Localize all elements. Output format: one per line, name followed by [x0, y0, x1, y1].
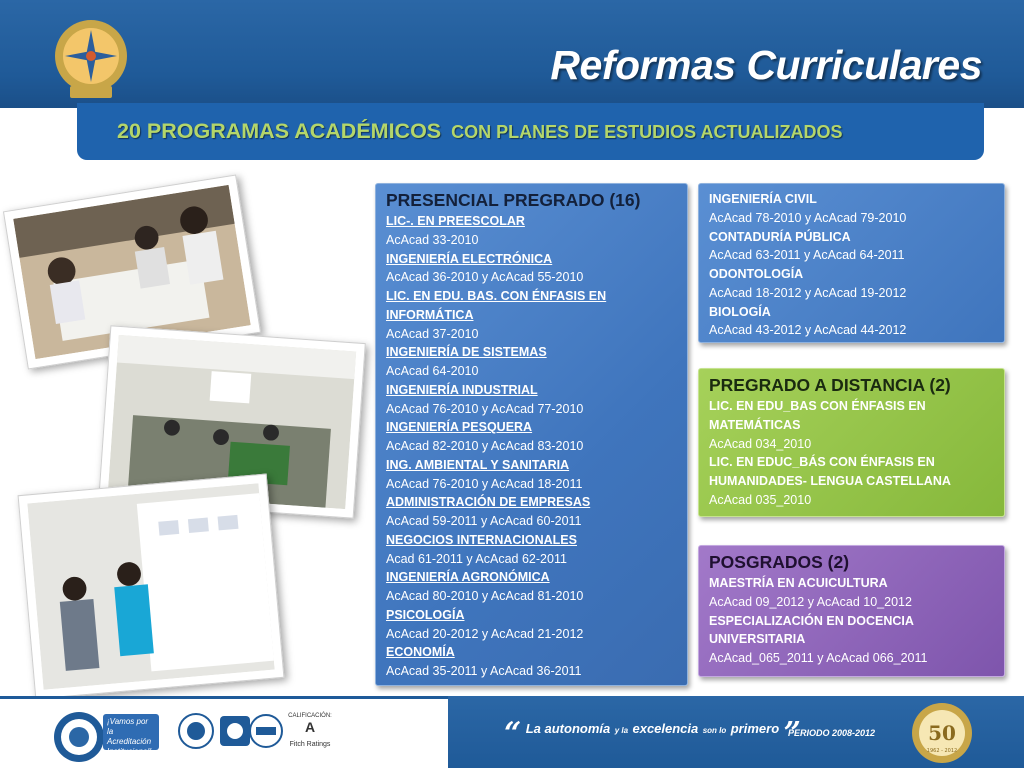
program-name: MATEMÁTICAS: [709, 417, 801, 432]
agreement-code: AcAcad 36-2010 y AcAcad 55-2010: [386, 270, 584, 285]
footer-slogan-band: [448, 696, 1024, 768]
iqnet-icon: [248, 713, 284, 749]
program-name: INGENIERÍA ELECTRÓNICA: [386, 251, 553, 266]
panel-pregrado-distancia: [698, 368, 1005, 517]
agreement-code: AcAcad 64-2010: [386, 364, 479, 378]
program-name: LIC. EN EDU. BAS. CON ÉNFASIS EN: [386, 289, 607, 303]
program-name: UNIVERSITARIA: [709, 632, 806, 647]
seal-number: 50: [928, 721, 956, 745]
page-title: Reformas Curriculares: [550, 42, 982, 88]
agreement-code: AcAcad 18-2012 y AcAcad 19-2012: [709, 285, 907, 300]
subtitle-secondary: CON PLANES DE ESTUDIOS ACTUALIZADOS: [451, 122, 843, 142]
program-list: [709, 574, 994, 668]
program-name: INGENIERÍA CIVIL: [709, 192, 817, 206]
program-name: LIC. EN EDU_BAS CON ÉNFASIS EN: [709, 399, 926, 413]
program-name: LIC-. EN PREESCOLAR: [386, 214, 525, 228]
program-name: ECONOMÍA: [386, 645, 455, 660]
panel-title: PREGRADO A DISTANCIA (2): [709, 375, 951, 395]
program-name: ING. AMBIENTAL Y SANITARIA: [386, 457, 570, 472]
agreement-code: AcAcad 20-2012 y AcAcad 21-2012: [386, 626, 584, 641]
panel-posgrados: [698, 545, 1005, 677]
program-list: [386, 212, 677, 681]
agreement-code: AcAcad 034_2010: [709, 436, 812, 451]
program-name: MAESTRÍA EN ACUICULTURA: [709, 576, 888, 590]
program-name: NEGOCIOS INTERNACIONALES: [386, 532, 577, 547]
slogan: “ La autonomía y la excelencia son lo primero ”: [504, 716, 801, 751]
agreement-code: AcAcad 09_2012 y AcAcad 10_2012: [709, 594, 912, 609]
accreditation-badge: ¡Vamos por la Acreditación Institucional!: [103, 714, 159, 750]
program-name: INFORMÁTICA: [386, 307, 474, 322]
program-list: [709, 397, 994, 510]
fitch-rating-logo: CALIFICACIÓN: A Fitch Ratings: [288, 713, 332, 748]
photo-whiteboard: [18, 473, 285, 699]
panel-presencial-pregrado: [375, 183, 688, 686]
agreement-code: AcAcad 33-2010: [386, 232, 479, 247]
agreement-code: AcAcad 35-2011 y AcAcad 36-2011: [386, 664, 582, 678]
program-name: INGENIERÍA DE SISTEMAS: [386, 345, 547, 360]
header-band: [0, 0, 1024, 108]
period-label: PERIODO 2008-2012: [788, 728, 876, 738]
program-name: ESPECIALIZACIÓN EN DOCENCIA: [709, 613, 914, 628]
agreement-code: AcAcad 82-2010 y AcAcad 83-2010: [386, 439, 584, 453]
agreement-code: AcAcad 035_2010: [709, 492, 812, 507]
subtitle: [117, 119, 843, 144]
program-name: HUMANIDADES- LENGUA CASTELLANA: [709, 474, 951, 488]
agreement-code: Acad 61-2011 y AcAcad 62-2011: [386, 551, 567, 566]
program-name: PSICOLOGÍA: [386, 607, 465, 622]
program-name: LIC. EN EDUC_BÁS CON ÉNFASIS EN: [709, 455, 935, 470]
program-name: ADMINISTRACIÓN DE EMPRESAS: [386, 495, 591, 510]
agreement-code: AcAcad 37-2010: [386, 326, 479, 341]
program-name: BIOLOGÍA: [709, 304, 771, 319]
panel-title: PRESENCIAL PREGRADO (16): [386, 190, 641, 210]
panel-title: POSGRADOS (2): [709, 552, 850, 572]
panel-presencial-continued: [698, 183, 1005, 343]
agreement-code: AcAcad_065_2011 y AcAcad 066_2011: [709, 651, 928, 665]
program-name: CONTADURÍA PÚBLICA: [709, 229, 851, 244]
program-name: ODONTOLOGÍA: [709, 267, 804, 281]
footer: [0, 696, 1024, 768]
agreement-code: AcAcad 43-2012 y AcAcad 44-2012: [709, 323, 907, 338]
seal-years: 1962 - 2012: [926, 748, 958, 754]
footer-logos: [0, 696, 448, 768]
certification-seal-icon: [178, 713, 214, 749]
program-name: INGENIERÍA PESQUERA: [386, 420, 533, 435]
subtitle-main: 20 PROGRAMAS ACADÉMICOS: [117, 119, 442, 143]
university-logo: [46, 16, 136, 102]
subtitle-banner: [77, 103, 984, 160]
program-list: [709, 190, 994, 340]
agreement-code: AcAcad 76-2010 y AcAcad 18-2011: [386, 476, 583, 491]
program-name: INGENIERÍA INDUSTRIAL: [386, 382, 538, 397]
agreement-code: AcAcad 80-2010 y AcAcad 81-2010: [386, 589, 584, 603]
program-name: INGENIERÍA AGRONÓMICA: [386, 570, 550, 585]
agreement-code: AcAcad 78-2010 y AcAcad 79-2010: [709, 210, 907, 225]
agreement-code: AcAcad 59-2011 y AcAcad 60-2011: [386, 514, 582, 528]
university-seal-icon: [53, 711, 105, 763]
agreement-code: AcAcad 63-2011 y AcAcad 64-2011: [709, 248, 905, 263]
anniversary-seal-icon: [911, 702, 973, 764]
agreement-code: AcAcad 76-2010 y AcAcad 77-2010: [386, 401, 584, 416]
